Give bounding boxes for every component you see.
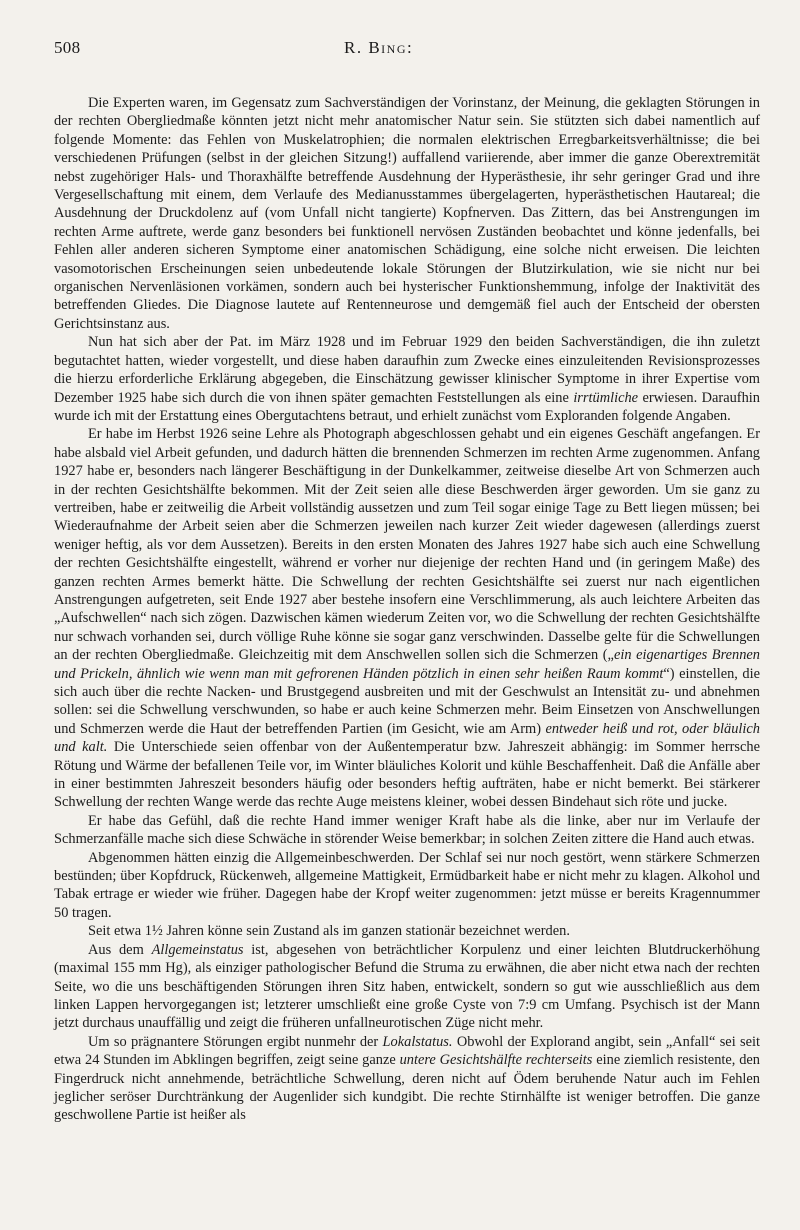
italic-text-run: Lokalstatus. (382, 1033, 453, 1050)
text-run: ist, abgesehen von beträchtlicher Korpulenz und einer leichten Blutdruckerhöhung (maximal 155 mm Hg), als einziger pathologischer Befund die Struma zu erwähnen, die aber nicht etwa nach der rechten Seite, wo die uns beschäftigenden Störungen ihren Sitz haben, entwickelt, sondern so gut wie ausschließlich aus dem linken Lappen hervorgegangen ist; letzterer umschließt eine große Cyste von 7:9 cm Umfang. Psychisch ist der Mann jetzt durchaus unauffällig und zeigt die früheren unfallneurotischen Züge nicht mehr. (54, 941, 760, 1032)
text-run: Die Unterschiede seien offenbar von der Außentemperatur bzw. Jahreszeit abhängig: im Sommer herrsche Rötung und Wärme der befallenen Teile vor, im Winter bläuliches Kolorit und kühle Beschaffenheit. Daß die Anfälle aber in einer bestimmten Jahreszeit besonders häufig oder besonders heftig aufträten, habe er nicht bemerkt. Bei stärkerer Schwellung der rechten Wange werde das rechte Auge meistens kleiner, wobei dessen Bindehaut sich röte und jucke. (54, 739, 760, 811)
text-run: Seit etwa 1½ Jahren könne sein Zustand als im ganzen stationär bezeichnet werden. (88, 923, 570, 940)
text-run: Er habe im Herbst 1926 seine Lehre als Photograph abgeschlossen gehabt und ein eigenes Geschäft angefangen. Er habe alsbald viel Arbeit gefunden, und dadurch hätten die brennenden Schmerzen im rechten Arme zugenommen. Anfang 1927 habe er, besonders nach längerer Beschäftigung in der Dunkelkammer, zeitweise dieselbe Art von Schmerzen auch in der rechten Gesichtshälfte bekommen. Mit der Zeit seien alle diese Beschwerden ärger geworden. Um sie ganz zu vertreiben, habe er zeitweilig die Arbeit vollständig aussetzen und zum Teil sogar einige Tage zu Bett liegen müssen; bei Wiederaufnahme der Arbeit seien aber die Schmerzen jeweilen nach kurzer Zeit wieder dagewesen (allerdings zuerst weniger heftig, als vor dem Aussetzen). Bereits in den ersten Monaten des Jahres 1927 habe sich auch eine Schwellung der rechten Gesichtshälfte eingestellt, während er vorher nur diejenige der rechten Hand und (in geringem Maße) des ganzen rechten Armes bemerkt hätte. Die Schwellung der rechten Gesichtshälfte sei zuerst nur nach eigentlichen Anstrengungen aufgetreten, seit Ende 1927 aber bestehe insofern eine Verschlimmerung, als auch leichtere Arbeiten das „Aufschwellen“ nach sich zögen. Dazwischen kämen wiederum Zeiten vor, wo die Schwellung der rechten Gesichtshälfte nur schwach vorhanden sei, durch völlige Ruhe könne sie sogar ganz verschwinden. Dasselbe gelte für die Schwellungen an der rechten Obergliedmaße. Gleichzeitig mit dem Anschwellen sollen sich die Schmerzen („ (54, 426, 760, 664)
paragraph (54, 333, 760, 425)
body-text (54, 94, 760, 1125)
text-run: Obwohl der Explorand angibt, sein „Anfall“ sei seit etwa 24 Stunden im Abklingen begriffen, zeigt seine ganze (54, 1033, 760, 1069)
paragraph (54, 849, 760, 923)
paragraph (54, 922, 760, 940)
paragraph (54, 425, 760, 812)
italic-text-run: untere Gesichtshälfte rechterseits (399, 1052, 593, 1069)
italic-text-run: ein eigenartiges Brennen und Prickeln, ähnlich wie wenn man mit gefrorenen Händen pötzlich in einen sehr heißen Raum kommt (54, 647, 760, 682)
italic-text-run: irrtümliche (573, 389, 639, 406)
text-run: Nun hat sich aber der Pat. im März 1928 und im Februar 1929 den beiden Sachverständigen, die ihn zuletzt begutachtet hatten, wieder vorgestellt, und diese haben daraufhin zum Zwecke eines einzuleitenden Revisionsprozesses die hierzu erforderliche Erklärung abgegeben, die Einschätzung gewisser klinischer Symptome in ihrer Expertise vom Dezember 1925 habe sich durch die von ihnen später gemachten Feststellungen als eine (54, 334, 760, 406)
text-run: Die Experten waren, im Gegensatz zum Sachverständigen der Vorinstanz, der Meinung, die geklagten Störungen in der rechten Obergliedmaße könnten jetzt nicht mehr anatomischer Natur sein. Sie stützten sich dabei namentlich auf folgende Momente: das Fehlen von Muskelatrophien; die normalen elektrischen Erregbarkeitsverhältnisse; die bei verschiedenen Prüfungen (selbst in der gleichen Sitzung!) auffallend variierende, aber immer die ganze Oberextremität nebst zugehöriger Hals- und Thoraxhälfte betreffende Ausdehnung der Hyperästhesie, ihr sehr geringer Grad und ihre Vergesellschaftung mit einem, dem Verlaufe des Medianusstammes übergelagerten, hyperästhetischen Hautareal; die Ausdehnung der Druckdolenz auf (vom Unfall nicht tangierte) Kopfnerven. Das Zittern, das bei Anstrengungen im rechten Arme auftrete, werde ganz besonders bei funktionell nervösen Zuständen beobachtet und könne jedenfalls, bei Fehlen aller anderen sicheren Symptome einer anatomischen Schädigung, eine solche nicht erweisen. Die leichten vasomotorischen Erscheinungen seien unbedeutende lokale Störungen der Blutzirkulation, wie sie nicht nur bei organischen Nervenläsionen vorkämen, sondern auch bei hysterischer Funktionshemmung, infolge der Inaktivität des betreffenden Gliedes. Die Diagnose lautete auf Rentenneurose und demgemäß fiel auch der Entscheid der obersten Gerichtsinstanz aus. (54, 95, 760, 332)
paragraph (54, 812, 760, 849)
paragraph (54, 941, 760, 1033)
running-head: R. Bing: (344, 38, 414, 57)
text-run: Aus dem (88, 941, 152, 958)
paragraph (54, 1033, 760, 1125)
paragraph (54, 94, 760, 333)
text-run: erwiesen. Daraufhin wurde ich mit der Erstattung eines Obergutachtens betraut, und erhielt zunächst vom Exploranden folgende Angaben. (54, 389, 760, 424)
text-run: Er habe das Gefühl, daß die rechte Hand immer weniger Kraft habe als die linke, aber nur im Verlaufe der Schmerzanfälle mache sich diese Schwäche in störender Weise bemerkbar; in solchen Zeiten zittere die Hand auch etwas. (54, 812, 760, 848)
text-run: “) einstellen, die sich auch über die rechte Nacken- und Brustgegend ausbreiten und mit der Geschwulst an Intensität zu- und abnehmen sollen: sei die Schwellung verschwunden, so habe er auch keine Schmerzen mehr. Beim Einsetzen von Anschwellungen und Schmerzen werde die Haut der betreffenden Partien (im Gesicht, wie am Arm) (54, 665, 760, 737)
italic-text-run: Allgemeinstatus (151, 941, 244, 958)
text-run: Abgenommen hätten einzig die Allgemeinbeschwerden. Der Schlaf sei nur noch gestört, wenn stärkere Schmerzen bestünden; über Kopfdruck, Rückenweh, allgemeine Mattigkeit, Ermüdbarkeit habe er nicht mehr zu klagen. Alkohol und Tabak ertrage er wieder wie früher. Dagegen habe der Kropf weiter zugenommen: jetzt müsse er bereits Kragennummer 50 tragen. (54, 849, 760, 921)
italic-text-run: entweder heiß und rot, oder bläulich und kalt. (54, 720, 761, 756)
page-number: 508 (54, 38, 81, 57)
text-run: Um so prägnantere Störungen ergibt nunmehr der (88, 1033, 383, 1050)
page-header (54, 38, 760, 74)
text-run: eine ziemlich resistente, den Fingerdruck nicht annehmende, beträchtliche Schwellung, deren nicht auf Ödem beruhende Natur auch im Fehlen jeglicher seröser Durchtränkung der Augenlider sich kundgibt. Die rechte Stirnhälfte ist weniger betroffen. Die ganze geschwollene Partie ist heißer als (54, 1052, 760, 1124)
